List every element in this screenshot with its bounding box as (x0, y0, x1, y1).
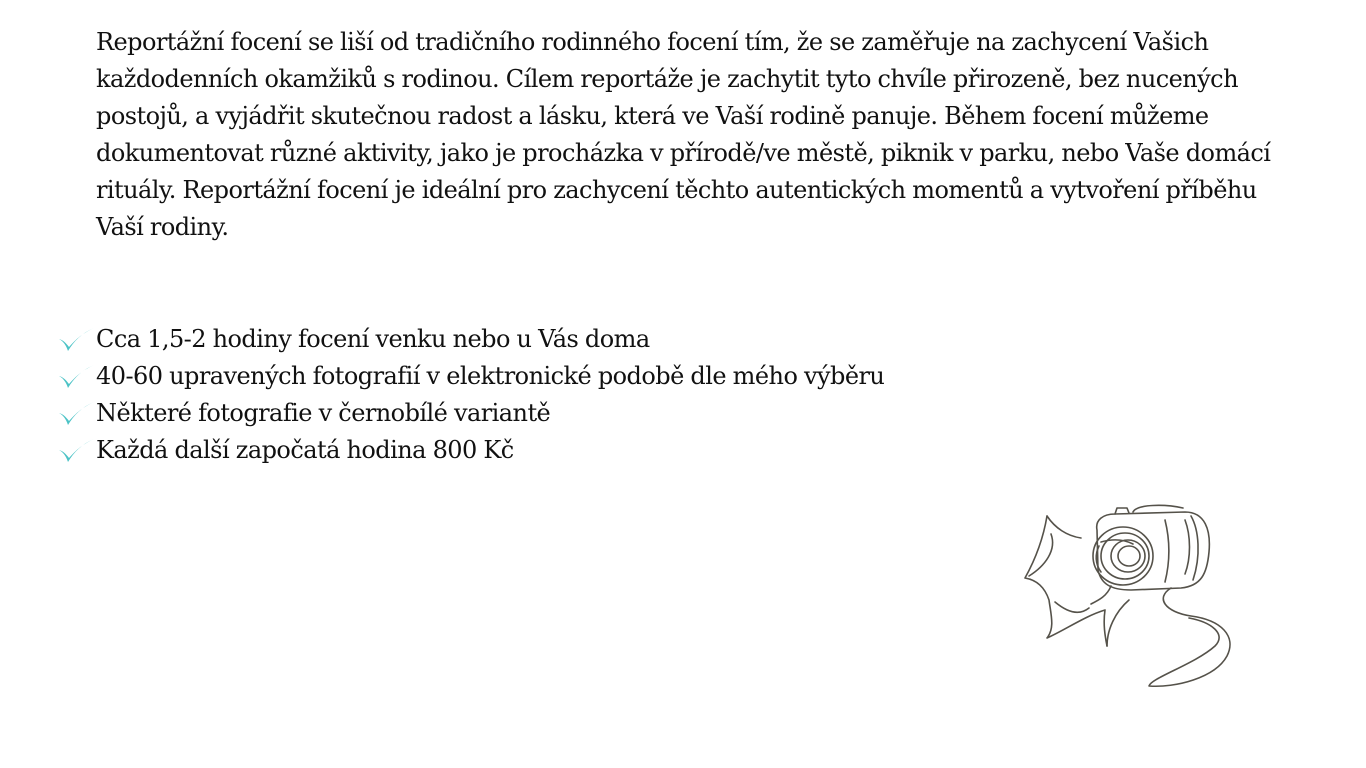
feature-label: Cca 1,5-2 hodiny focení venku nebo u Vás doma (96, 325, 650, 353)
checkmark-icon (56, 324, 96, 356)
feature-label: Některé fotografie v černobílé variantě (96, 399, 551, 427)
list-item (56, 395, 884, 432)
feature-label: Každá další započatá hodina 800 Kč (96, 436, 514, 464)
checkmark-icon (56, 398, 96, 430)
camera-illustration (1015, 500, 1245, 695)
feature-label: 40-60 upravených fotografií v elektronické podobě dle mého výběru (96, 362, 885, 390)
checkmark-icon (56, 361, 96, 393)
list-item (56, 432, 884, 469)
checkmark-icon (56, 435, 96, 467)
intro-paragraph: Reportážní focení se liší od tradičního rodinného focení tím, že se zaměřuje na zachycení Vašich každodenních okamžiků s rodinou. Cílem reportáže je zachytit tyto chvíle přirozeně, bez nucených postojů, a vyjádřit skutečnou radost a lásku, která ve Vaší rodině panuje. Během focení můžeme dokumentovat různé aktivity, jako je procházka v přírodě/ve městě, piknik v parku, nebo Vaše domácí rituály. Reportážní focení je ideální pro zachycení těchto autentických momentů a vytvoření příběhu Vaší rodiny. (96, 28, 1271, 241)
list-item (56, 321, 884, 358)
feature-list (56, 321, 884, 469)
list-item (56, 358, 884, 395)
